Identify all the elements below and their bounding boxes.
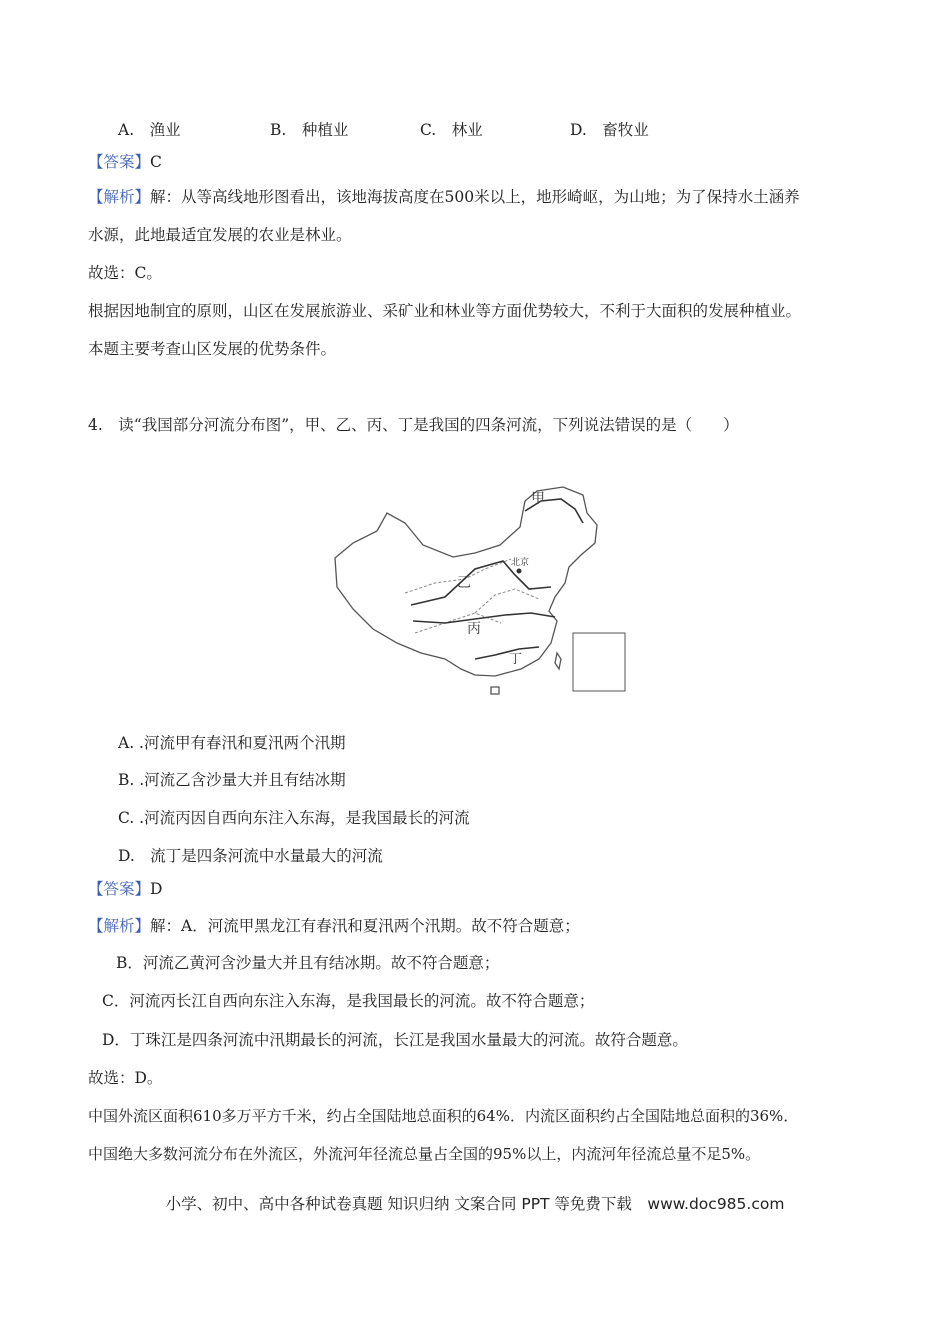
answer-value: D	[150, 880, 163, 898]
q4-option-c: C. .河流丙因自西向东注入东海，是我国最长的河流	[118, 809, 470, 827]
taiwan-outline	[555, 653, 561, 669]
analysis-tag: 【解析】	[88, 917, 151, 935]
answer-tag: 【答案】	[88, 880, 151, 898]
q3-analysis-line-2: 水源，此地最适宜发展的农业是林业。	[88, 226, 352, 244]
river-bing	[413, 613, 555, 623]
province-border	[475, 589, 539, 613]
q4-option-d: D. 流丁是四条河流中水量最大的河流	[118, 847, 383, 865]
q4-analysis-line-3: C．河流丙长江自西向东注入东海，是我国最长的河流。故不符合题意；	[102, 992, 595, 1010]
river-yi	[411, 561, 551, 605]
q3-choose: 故选：C。	[88, 264, 162, 282]
map-label-beijing: 北京	[511, 558, 530, 568]
analysis-tag: 【解析】	[88, 188, 151, 206]
map-label-bing: 丙	[467, 621, 481, 637]
map-label-ding: 丁	[509, 652, 523, 667]
q3-option-c: C. 林业	[420, 121, 483, 139]
river-ding	[475, 647, 539, 659]
china-river-map	[325, 483, 635, 708]
analysis-text: 解：从等高线地形图看出，该地海拔高度在500米以上，地形崎岖，为山地；为了保持水土涵养	[150, 188, 800, 206]
q3-option-d: D. 畜牧业	[570, 121, 649, 139]
beijing-marker	[517, 569, 522, 574]
page-footer: 小学、初中、高中各种试卷真题 知识归纳 文案合同 PPT 等免费下载 www.doc985.com	[165, 1195, 785, 1213]
q4-answer	[88, 879, 162, 899]
q3-option-a: A. 渔业	[118, 121, 181, 139]
q3-note-1: 根据因地制宜的原则，山区在发展旅游业、采矿业和林业等方面优势较大，不利于大面积的发展种植业。	[88, 302, 802, 320]
south-china-sea-inset	[573, 633, 625, 691]
province-border	[415, 613, 501, 633]
map-label-yi: 乙	[457, 575, 471, 591]
q3-answer	[88, 152, 162, 172]
hainan-outline	[491, 687, 499, 694]
q4-option-b: B. .河流乙含沙量大并且有结冰期	[118, 771, 346, 789]
q4-analysis-line-4: D．丁珠江是四条河流中汛期最长的河流，长江是我国水量最大的河流。故符合题意。	[102, 1031, 688, 1049]
q4-stem: 4. 读“我国部分河流分布图”，甲、乙、丙、丁是我国的四条河流，下列说法错误的是（ ）	[88, 416, 739, 434]
q4-note-2: 中国绝大多数河流分布在外流区，外流河年径流总量占全国的95%以上，内流河年径流总量不足5%。	[88, 1145, 761, 1163]
analysis-text: 解：A．河流甲黑龙江有春汛和夏汛两个汛期。故不符合题意；	[150, 917, 580, 935]
answer-value: C	[150, 153, 162, 171]
q4-analysis-line-2: B．河流乙黄河含沙量大并且有结冰期。故不符合题意；	[116, 954, 500, 972]
q4-choose: 故选：D。	[88, 1069, 163, 1087]
q3-analysis-line-1	[88, 187, 800, 207]
q4-option-a: A. .河流甲有春汛和夏汛两个汛期	[118, 734, 346, 752]
q4-analysis-line-1	[88, 916, 580, 936]
q4-note-1: 中国外流区面积610多万平方千米，约占全国陆地总面积的64%．内流区面积约占全国陆地总面积的36%．	[88, 1107, 799, 1125]
map-label-jia: 甲	[531, 491, 545, 507]
answer-tag: 【答案】	[88, 153, 151, 171]
q3-note-2: 本题主要考查山区发展的优势条件。	[88, 340, 337, 358]
q3-option-b: B. 种植业	[270, 121, 349, 139]
